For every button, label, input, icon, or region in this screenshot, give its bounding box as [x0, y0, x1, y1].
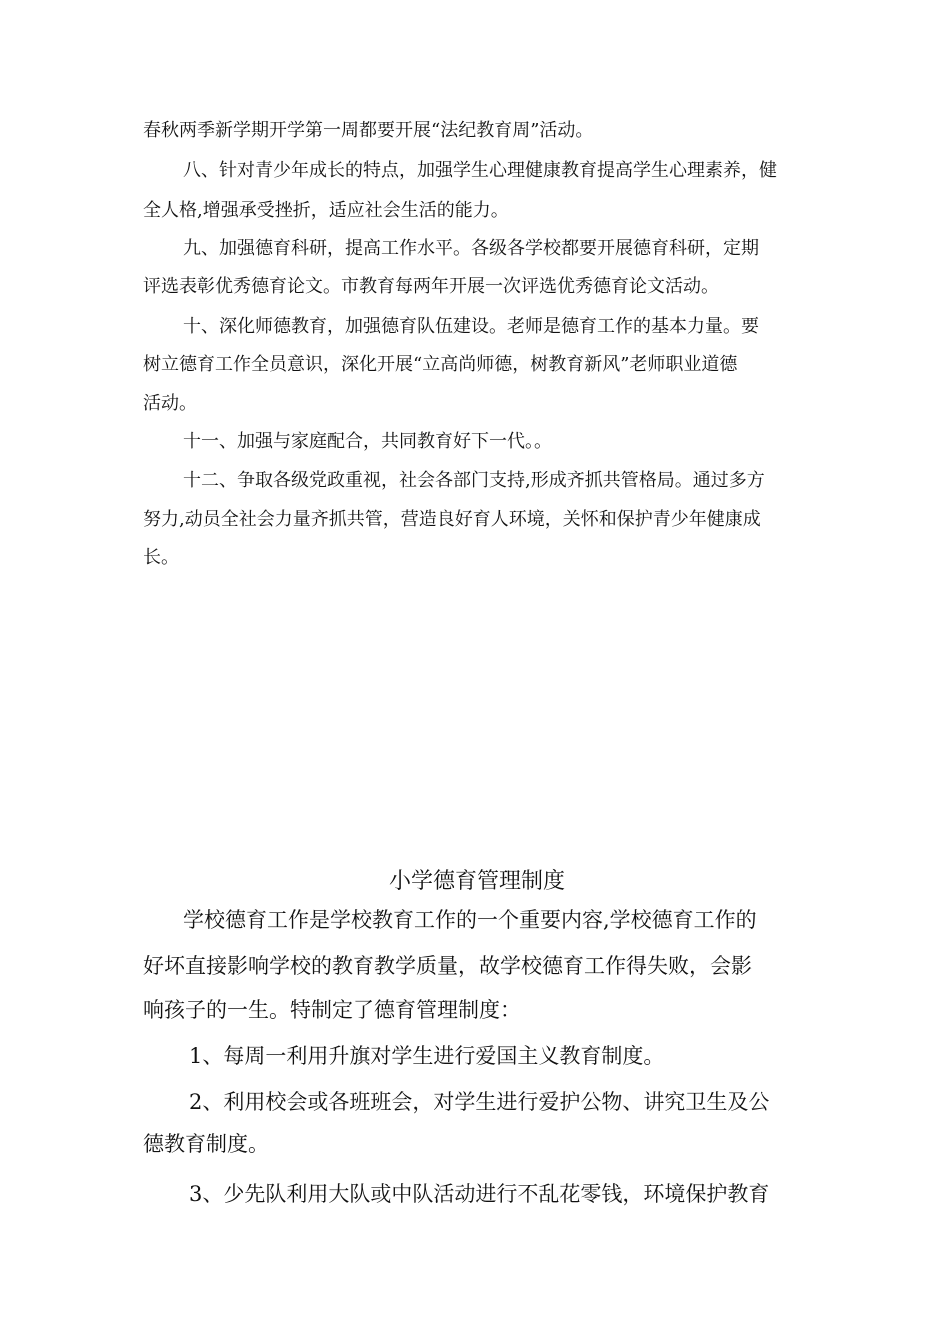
paragraph-line: 评选表彰优秀德育论文。市教育每两年开展一次评选优秀德育论文活动。	[143, 276, 719, 297]
paragraph-line: 十二、争取各级党政重视，社会各部门支持,形成齐抓共管格局。通过多方	[183, 470, 765, 491]
paragraph-line: 全人格,增强承受挫折，适应社会生活的能力。	[143, 200, 509, 221]
paragraph-line: 努力,动员全社会力量齐抓共管，营造良好育人环境，关怀和保护青少年健康成	[143, 509, 761, 530]
paragraph-line: 春秋两季新学期开学第一周都要开展“法纪教育周”活动。	[143, 120, 594, 141]
paragraph-line: 树立德育工作全员意识，深化开展“立高尚师德，树教育新风”老师职业道德	[143, 354, 738, 375]
section-title: 小学德育管理制度	[388, 869, 565, 894]
paragraph-line: 学校德育工作是学校教育工作的一个重要内容,学校德育工作的	[183, 908, 757, 932]
paragraph-line: 十一、加强与家庭配合，共同教育好下一代。。	[183, 431, 552, 452]
paragraph-line: 响孩子的一生。特制定了德育管理制度：	[143, 998, 521, 1022]
paragraph-line: 十、深化师德教育，加强德育队伍建设。老师是德育工作的基本力量。要	[183, 316, 759, 337]
paragraph-line: 八、针对青少年成长的特点，加强学生心理健康教育提高学生心理素养，健	[183, 160, 777, 181]
paragraph-line: 德教育制度。	[143, 1132, 269, 1156]
paragraph-line: 活动。	[143, 393, 197, 414]
list-item: 1、每周一利用升旗对学生进行爱国主义教育制度。	[189, 1044, 665, 1068]
paragraph-line: 九、加强德育科研，提高工作水平。各级各学校都要开展德育科研，定期	[183, 238, 759, 259]
paragraph-line: 长。	[143, 547, 179, 568]
list-item: 2、利用校会或各班班会，对学生进行爱护公物、讲究卫生及公	[189, 1090, 770, 1114]
paragraph-line: 好坏直接影响学校的教育教学质量，故学校德育工作得失败，会影	[143, 954, 752, 978]
list-item: 3、少先队利用大队或中队活动进行不乱花零钱，环境保护教育	[189, 1182, 770, 1206]
